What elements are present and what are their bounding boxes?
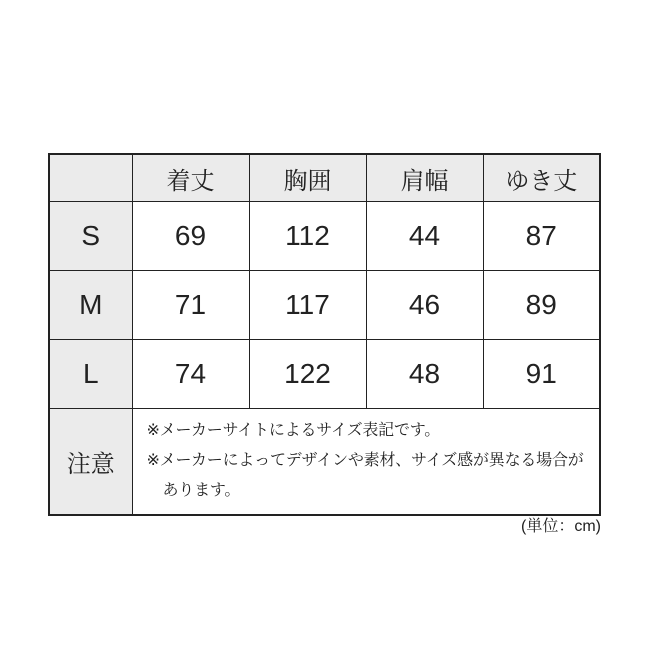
size-row-s	[49, 202, 600, 271]
column-header-chest: 胸囲	[249, 154, 366, 202]
value-s-chest: 112	[249, 202, 366, 271]
value-l-shoulder-width: 48	[366, 340, 483, 409]
value-s-shoulder-width: 44	[366, 202, 483, 271]
notice-line-1: ※メーカーサイトによるサイズ表記です。	[146, 422, 441, 440]
value-l-sleeve-length: 91	[483, 340, 600, 409]
notice-line-3: あります。	[162, 482, 241, 500]
size-label-m: M	[49, 271, 132, 340]
notice-row	[49, 409, 600, 515]
size-row-m	[49, 271, 600, 340]
notice-line-2: ※メーカーによってデザインや素材、サイズ感が異なる場合が	[146, 452, 584, 470]
unit-label: (単位：cm)	[521, 518, 601, 535]
notice-cell	[132, 409, 600, 515]
value-s-body-length: 69	[132, 202, 249, 271]
notice-label: 注意	[49, 409, 132, 515]
corner-cell	[49, 154, 132, 202]
column-header-sleeve-length: ゆき丈	[483, 154, 600, 202]
size-row-l	[49, 340, 600, 409]
value-l-body-length: 74	[132, 340, 249, 409]
size-chart-table	[48, 153, 601, 516]
value-s-sleeve-length: 87	[483, 202, 600, 271]
column-header-body-length: 着丈	[132, 154, 249, 202]
value-m-sleeve-length: 89	[483, 271, 600, 340]
value-m-chest: 117	[249, 271, 366, 340]
header-row	[49, 154, 600, 202]
size-label-l: L	[49, 340, 132, 409]
column-header-shoulder-width: 肩幅	[366, 154, 483, 202]
size-label-s: S	[49, 202, 132, 271]
value-m-body-length: 71	[132, 271, 249, 340]
value-m-shoulder-width: 46	[366, 271, 483, 340]
value-l-chest: 122	[249, 340, 366, 409]
